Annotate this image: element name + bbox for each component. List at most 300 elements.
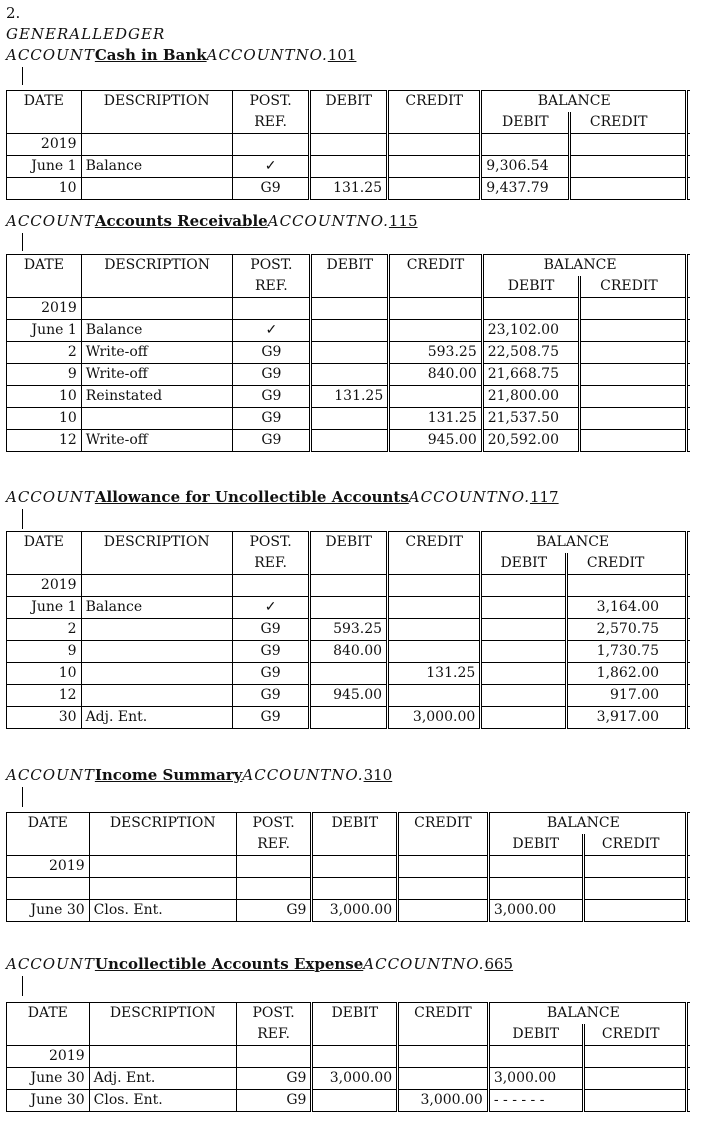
ledger-rule (22, 787, 23, 807)
account-no-label: ACCOUNTNO. (242, 766, 364, 784)
credit-cell: 131.25 (388, 663, 481, 685)
ledger-table (6, 812, 690, 922)
balance-debit-cell: - - - - - - (488, 1090, 583, 1112)
balance-debit-cell: 23,102.00 (482, 320, 580, 342)
credit-cell (389, 298, 482, 320)
ledger-row (7, 1090, 691, 1112)
credit-header-empty (389, 276, 482, 298)
debit-cell (310, 597, 388, 619)
balance-debit-cell: 21,668.75 (482, 364, 580, 386)
end-cell (687, 276, 690, 298)
balance-credit-cell (583, 900, 677, 922)
description-cell (81, 619, 232, 641)
description-cell (89, 1046, 236, 1068)
debit-cell: 593.25 (310, 619, 388, 641)
gap-cell (677, 1024, 687, 1046)
post-ref-cell (236, 856, 312, 878)
description-header: DESCRIPTION (81, 532, 232, 554)
account-name: Allowance for Uncollectible Accounts (94, 488, 409, 506)
header-row (7, 834, 691, 856)
balance-credit-header: CREDIT (567, 553, 663, 575)
gap-cell (676, 430, 686, 452)
account-number: 665 (484, 955, 514, 973)
account-number: 115 (388, 212, 418, 230)
credit-header: CREDIT (389, 255, 482, 277)
date-cell: 9 (7, 364, 82, 386)
description-cell (89, 878, 236, 900)
gap-cell (663, 553, 687, 575)
balance-debit-cell (488, 878, 583, 900)
debit-cell (312, 856, 398, 878)
post-ref-cell (232, 575, 310, 597)
account-header (6, 766, 392, 784)
post-ref-cell: G9 (232, 685, 310, 707)
description-header: DESCRIPTION (81, 255, 233, 277)
date-cell (7, 878, 90, 900)
balance-header: BALANCE (488, 1003, 677, 1025)
date-header-empty (7, 276, 82, 298)
post-ref-cell (232, 134, 310, 156)
debit-cell (311, 408, 389, 430)
date-cell: 12 (7, 430, 82, 452)
debit-header-empty (310, 553, 388, 575)
debit-header: DEBIT (311, 255, 389, 277)
post-ref-cell: G9 (232, 707, 310, 729)
description-cell: Balance (81, 597, 232, 619)
credit-cell (398, 1046, 489, 1068)
credit-cell: 593.25 (389, 342, 482, 364)
credit-header: CREDIT (388, 91, 481, 113)
post-ref-cell: G9 (236, 900, 312, 922)
ledger-row (7, 575, 691, 597)
ledger-rule (22, 233, 23, 251)
ledger-row (7, 1068, 691, 1090)
end-cell (687, 364, 690, 386)
ledger-row (7, 156, 691, 178)
description-cell: Adj. Ent. (89, 1068, 236, 1090)
end-cell (687, 1024, 690, 1046)
debit-cell: 3,000.00 (312, 900, 398, 922)
gap-cell (676, 386, 686, 408)
debit-cell (311, 298, 389, 320)
gap-cell (666, 156, 687, 178)
ledger-row (7, 430, 691, 452)
end-cell (687, 298, 690, 320)
credit-header: CREDIT (398, 1003, 489, 1025)
end-cell (687, 430, 690, 452)
description-cell: Reinstated (81, 386, 233, 408)
header-row (7, 276, 691, 298)
description-cell (81, 134, 232, 156)
balance-debit-cell: 9,306.54 (481, 156, 570, 178)
credit-header-empty (398, 834, 489, 856)
ledger-row (7, 878, 691, 900)
credit-cell (398, 1068, 489, 1090)
balance-credit-cell (570, 178, 666, 200)
post-ref-cell: G9 (232, 641, 310, 663)
date-cell: June 30 (7, 900, 90, 922)
balance-credit-cell (580, 364, 677, 386)
post-ref-cell: G9 (233, 430, 311, 452)
debit-cell (312, 1046, 398, 1068)
description-cell: Adj. Ent. (81, 707, 232, 729)
post-ref-header: POST. (232, 91, 310, 113)
balance-credit-cell (580, 408, 677, 430)
description-cell: Write-off (81, 364, 233, 386)
balance-debit-cell (481, 641, 567, 663)
balance-credit-cell (583, 1068, 677, 1090)
balance-debit-cell (481, 134, 570, 156)
gap-cell (666, 178, 687, 200)
post-ref-header-ref: REF. (236, 834, 312, 856)
post-ref-cell: G9 (232, 663, 310, 685)
post-ref-cell: G9 (232, 178, 310, 200)
credit-header-empty (388, 553, 481, 575)
debit-cell (311, 364, 389, 386)
date-header-empty (7, 834, 90, 856)
gap-cell (677, 1046, 687, 1068)
debit-cell (310, 134, 388, 156)
debit-header-empty (312, 1024, 398, 1046)
account-label: ACCOUNT (6, 955, 95, 973)
post-ref-header-ref: REF. (236, 1024, 312, 1046)
description-header: DESCRIPTION (89, 1003, 236, 1025)
balance-credit-header: CREDIT (583, 1024, 677, 1046)
credit-cell: 131.25 (389, 408, 482, 430)
end-cell (687, 1046, 690, 1068)
credit-cell (388, 685, 481, 707)
ledger-rule (22, 509, 23, 529)
debit-cell: 131.25 (310, 178, 388, 200)
balance-debit-cell: 3,000.00 (488, 900, 583, 922)
balance-credit-cell (567, 575, 663, 597)
end-cell (687, 91, 690, 113)
end-cell (687, 1003, 690, 1025)
balance-credit-cell: 917.00 (567, 685, 663, 707)
ledger-row (7, 1046, 691, 1068)
date-cell: 2019 (7, 575, 82, 597)
balance-credit-cell (583, 878, 677, 900)
gap-cell (677, 834, 687, 856)
post-ref-header-ref: REF. (233, 276, 311, 298)
balance-credit-cell (570, 156, 666, 178)
gap-cell (677, 856, 687, 878)
header-row (7, 553, 691, 575)
end-cell (687, 834, 690, 856)
credit-cell (388, 641, 481, 663)
debit-header: DEBIT (312, 1003, 398, 1025)
credit-cell (388, 178, 481, 200)
post-ref-header: POST. (236, 813, 312, 835)
end-cell (687, 178, 690, 200)
description-header-empty (81, 553, 232, 575)
credit-cell (398, 878, 489, 900)
gap-cell (663, 685, 687, 707)
balance-credit-cell (580, 342, 677, 364)
balance-debit-header: DEBIT (482, 276, 580, 298)
balance-credit-cell: 1,730.75 (567, 641, 663, 663)
page-title: GENERALLEDGER (6, 25, 166, 43)
balance-credit-cell: 3,917.00 (567, 707, 663, 729)
balance-debit-cell: 9,437.79 (481, 178, 570, 200)
debit-cell (312, 878, 398, 900)
debit-cell (310, 575, 388, 597)
ledger-table (6, 1002, 690, 1112)
debit-cell (312, 1090, 398, 1112)
credit-cell: 3,000.00 (388, 707, 481, 729)
debit-cell (311, 430, 389, 452)
balance-debit-cell (481, 663, 567, 685)
ledger-row (7, 178, 691, 200)
page-number: 2. (6, 4, 21, 22)
account-name: Cash in Bank (94, 46, 207, 64)
credit-cell (388, 156, 481, 178)
balance-credit-cell (583, 1090, 677, 1112)
gap-cell (676, 255, 686, 277)
post-ref-cell: G9 (233, 342, 311, 364)
balance-credit-cell (583, 856, 677, 878)
date-cell: 30 (7, 707, 82, 729)
balance-credit-header: CREDIT (580, 276, 677, 298)
credit-cell (389, 386, 482, 408)
credit-cell: 945.00 (389, 430, 482, 452)
end-cell (687, 320, 690, 342)
balance-credit-cell (583, 1046, 677, 1068)
header-row (7, 532, 691, 554)
date-header-empty (7, 112, 82, 134)
date-header: DATE (7, 813, 90, 835)
gap-cell (666, 112, 687, 134)
post-ref-cell: G9 (236, 1090, 312, 1112)
balance-credit-cell (570, 134, 666, 156)
debit-cell (310, 707, 388, 729)
description-header-empty (89, 834, 236, 856)
ledger-row (7, 386, 691, 408)
ledger-row (7, 320, 691, 342)
balance-debit-header: DEBIT (488, 834, 583, 856)
ledger-rule (22, 67, 23, 85)
gap-cell (663, 641, 687, 663)
description-cell: Write-off (81, 342, 233, 364)
gap-cell (677, 1003, 687, 1025)
date-cell: June 1 (7, 320, 82, 342)
balance-credit-cell (580, 320, 677, 342)
description-cell (89, 856, 236, 878)
description-header: DESCRIPTION (89, 813, 236, 835)
header-row (7, 255, 691, 277)
date-header: DATE (7, 532, 82, 554)
debit-cell (310, 663, 388, 685)
end-cell (687, 619, 690, 641)
description-header-empty (81, 276, 233, 298)
account-name: Income Summary (94, 766, 243, 784)
gap-cell (676, 364, 686, 386)
credit-header-empty (388, 112, 481, 134)
account-no-label: ACCOUNTNO. (408, 488, 530, 506)
credit-cell (388, 597, 481, 619)
date-header: DATE (7, 91, 82, 113)
header-row (7, 813, 691, 835)
end-cell (687, 575, 690, 597)
balance-credit-header: CREDIT (570, 112, 666, 134)
credit-cell: 3,000.00 (398, 1090, 489, 1112)
end-cell (687, 134, 690, 156)
description-header: DESCRIPTION (81, 91, 232, 113)
gap-cell (663, 619, 687, 641)
date-cell: June 30 (7, 1068, 90, 1090)
post-ref-cell (236, 878, 312, 900)
post-ref-cell: G9 (233, 364, 311, 386)
end-cell (687, 685, 690, 707)
end-cell (687, 112, 690, 134)
gap-cell (663, 597, 687, 619)
balance-debit-cell: 21,800.00 (482, 386, 580, 408)
balance-credit-cell (580, 386, 677, 408)
credit-cell (389, 320, 482, 342)
balance-header: BALANCE (481, 532, 663, 554)
account-no-label: ACCOUNTNO. (206, 46, 328, 64)
balance-debit-cell (481, 597, 567, 619)
ledger-row (7, 364, 691, 386)
balance-debit-header: DEBIT (481, 112, 570, 134)
balance-credit-cell: 2,570.75 (567, 619, 663, 641)
date-cell: 10 (7, 386, 82, 408)
debit-cell (311, 320, 389, 342)
account-label: ACCOUNT (6, 766, 95, 784)
gap-cell (663, 663, 687, 685)
end-cell (687, 813, 690, 835)
post-ref-cell: G9 (232, 619, 310, 641)
gap-cell (677, 1090, 687, 1112)
balance-debit-cell: 3,000.00 (488, 1068, 583, 1090)
debit-header-empty (310, 112, 388, 134)
end-cell (687, 856, 690, 878)
gap-cell (676, 298, 686, 320)
gap-cell (677, 900, 687, 922)
credit-cell: 840.00 (389, 364, 482, 386)
date-cell: 2 (7, 342, 82, 364)
gap-cell (676, 320, 686, 342)
balance-credit-cell: 1,862.00 (567, 663, 663, 685)
balance-header: BALANCE (481, 91, 666, 113)
description-cell: Balance (81, 320, 233, 342)
date-cell: June 30 (7, 1090, 90, 1112)
post-ref-cell (233, 298, 311, 320)
balance-header: BALANCE (482, 255, 676, 277)
post-ref-header: POST. (232, 532, 310, 554)
credit-header: CREDIT (398, 813, 489, 835)
end-cell (687, 597, 690, 619)
balance-debit-header: DEBIT (481, 553, 567, 575)
balance-credit-cell: 3,164.00 (567, 597, 663, 619)
credit-cell (398, 900, 489, 922)
debit-cell: 131.25 (311, 386, 389, 408)
date-cell: June 1 (7, 597, 82, 619)
description-cell (81, 298, 233, 320)
date-cell: 2019 (7, 856, 90, 878)
post-ref-cell: G9 (233, 408, 311, 430)
ledger-row (7, 685, 691, 707)
account-name: Accounts Receivable (94, 212, 268, 230)
account-number: 310 (363, 766, 393, 784)
ledger-row (7, 707, 691, 729)
end-cell (687, 900, 690, 922)
ledger-row (7, 134, 691, 156)
date-cell: 12 (7, 685, 82, 707)
date-cell: 2 (7, 619, 82, 641)
post-ref-header: POST. (236, 1003, 312, 1025)
ledger-row (7, 663, 691, 685)
balance-credit-cell (580, 298, 677, 320)
description-cell: Clos. Ent. (89, 900, 236, 922)
ledger-row (7, 641, 691, 663)
gap-cell (676, 276, 686, 298)
debit-cell: 840.00 (310, 641, 388, 663)
description-cell: Clos. Ent. (89, 1090, 236, 1112)
gap-cell (663, 532, 687, 554)
debit-cell (310, 156, 388, 178)
debit-header: DEBIT (312, 813, 398, 835)
post-ref-cell: G9 (236, 1068, 312, 1090)
end-cell (687, 663, 690, 685)
ledger-table (6, 90, 690, 200)
header-row (7, 91, 691, 113)
gap-cell (676, 342, 686, 364)
debit-header-empty (312, 834, 398, 856)
account-no-label: ACCOUNTNO. (363, 955, 485, 973)
post-ref-cell: ✓ (233, 320, 311, 342)
balance-header: BALANCE (488, 813, 677, 835)
date-cell: 9 (7, 641, 82, 663)
balance-debit-cell (482, 298, 580, 320)
ledger-row (7, 408, 691, 430)
end-cell (687, 707, 690, 729)
debit-header: DEBIT (310, 532, 388, 554)
description-cell (81, 663, 232, 685)
ledger-row (7, 619, 691, 641)
credit-cell (388, 575, 481, 597)
debit-header: DEBIT (310, 91, 388, 113)
gap-cell (666, 91, 687, 113)
date-header-empty (7, 1024, 90, 1046)
balance-debit-cell: 21,537.50 (482, 408, 580, 430)
date-cell: June 1 (7, 156, 82, 178)
end-cell (687, 386, 690, 408)
credit-cell (388, 619, 481, 641)
balance-debit-cell (488, 1046, 583, 1068)
date-header: DATE (7, 255, 82, 277)
credit-cell (398, 856, 489, 878)
gap-cell (676, 408, 686, 430)
header-row (7, 1024, 691, 1046)
debit-cell: 3,000.00 (312, 1068, 398, 1090)
account-header (6, 212, 418, 230)
account-header (6, 955, 513, 973)
date-cell: 2019 (7, 134, 82, 156)
description-cell (81, 408, 233, 430)
date-cell: 10 (7, 408, 82, 430)
date-cell: 10 (7, 178, 82, 200)
account-header (6, 46, 356, 64)
end-cell (687, 553, 690, 575)
balance-credit-header: CREDIT (583, 834, 677, 856)
debit-header-empty (311, 276, 389, 298)
ledger-table (6, 531, 690, 729)
gap-cell (663, 575, 687, 597)
ledger-row (7, 856, 691, 878)
description-cell (81, 685, 232, 707)
account-header (6, 488, 559, 506)
